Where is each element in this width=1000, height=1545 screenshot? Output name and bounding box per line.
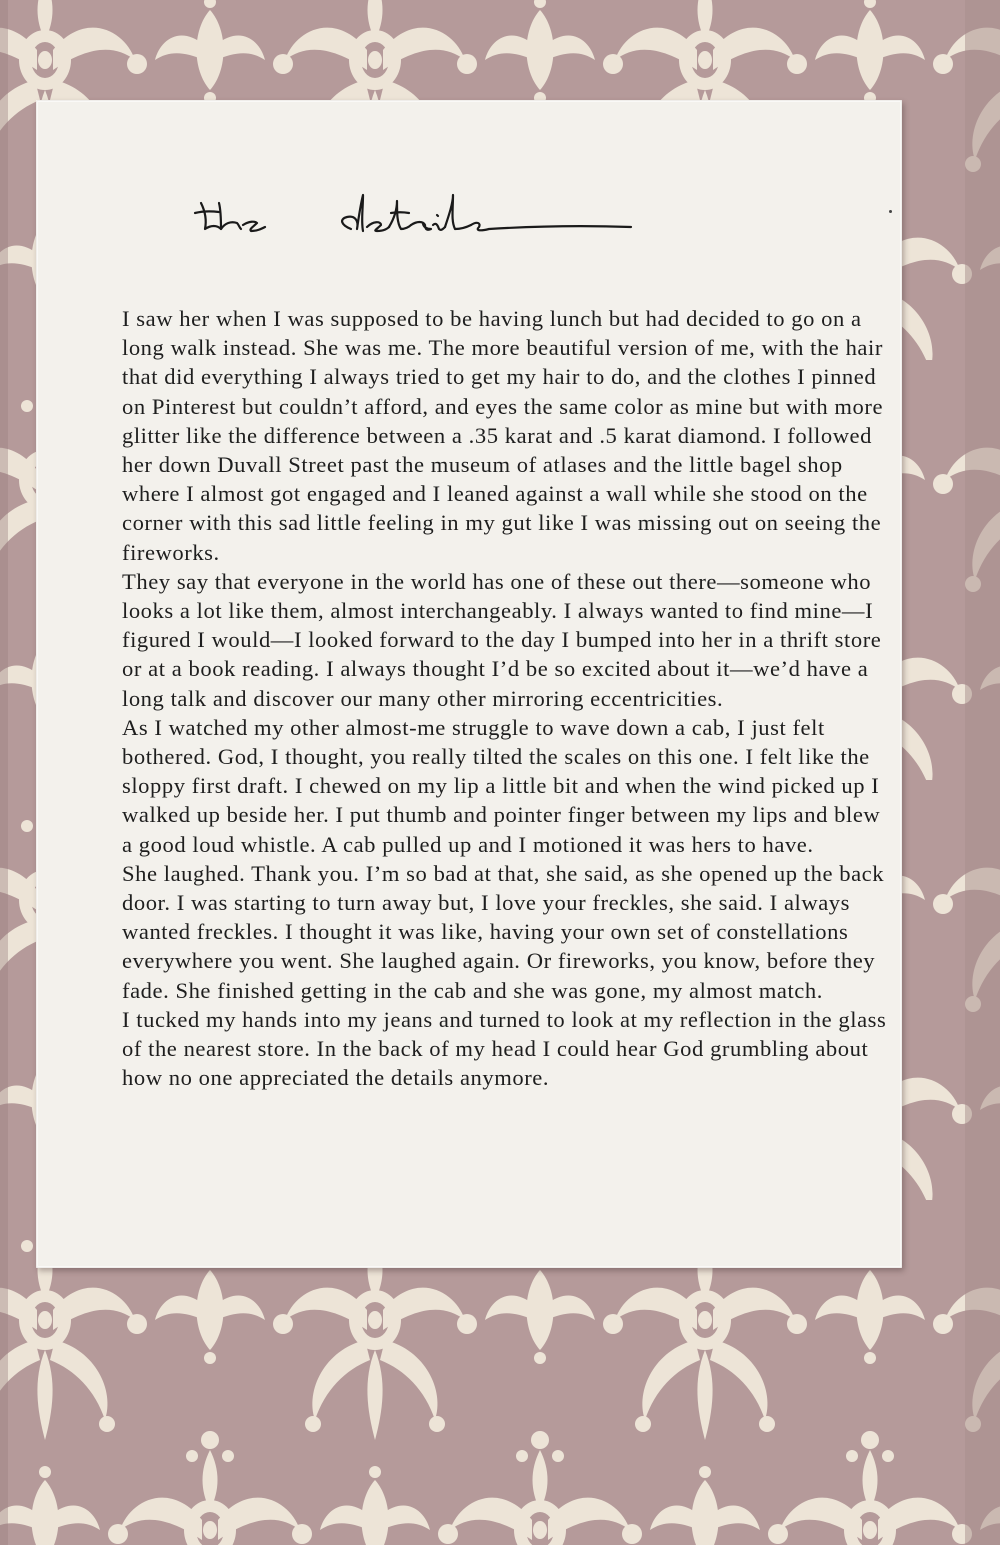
paragraph-5: I tucked my hands into my jeans and turned to look at my reflection in the glass of the nearest store. In the back of my head I could hear God grumbling about how no one appreciated the details anymore. (122, 1006, 887, 1091)
paragraph-1: I saw her when I was supposed to be having lunch but had decided to go on a long walk instead. She was me. The more beautiful version of me, with the hair that did everything I always tried to get my hair to do, and the clothes I pinned on Pinterest but couldn’t afford, and eyes the same color as mine but with more glitter like the difference between a .35 karat and .5 karat diamond. I followed her down Duvall Street past the museum of atlases and the little bagel shop where I almost got engaged and I leaned against a wall while she stood on the corner with this sad little feeling in my gut like I was missing out on seeing the fireworks. (122, 306, 884, 565)
paragraph-4: She laughed. Thank you. I’m so bad at that, she said, as she opened up the back door. I was starting to turn away but, I love your freckles, she said. I always wanted freckles. I thought it was like, having your own set of constellations everywhere you went. She laughed again. Or fireworks, you know, before they fade. She finished getting in the cab and she was gone, my almost match. (122, 860, 885, 1003)
story-body (122, 304, 892, 1092)
ink-speck (889, 210, 892, 213)
handwritten-title (191, 185, 711, 265)
paragraph-2: They say that everyone in the world has one of these out there—someone who looks a lot like them, almost interchangeably. I always wanted to find mine—I figured I would—I looked forward to the day I bumped into her in a thrift store or at a book reading. I always thought I’d be so excited about it—we’d have a long talk and discover our many other mirroring eccentricities. (122, 568, 882, 711)
paper-sheet (36, 100, 902, 1268)
paragraph-3: As I watched my other almost-me struggle to wave down a cab, I just felt bothered. God, I thought, you really tilted the scales on this one. I felt like the sloppy first draft. I chewed on my lip a little bit and when the wind picked up I walked up beside her. I put thumb and pointer finger between my lips and blew a good loud whistle. A cab pulled up and I motioned it was hers to have. (122, 714, 881, 857)
